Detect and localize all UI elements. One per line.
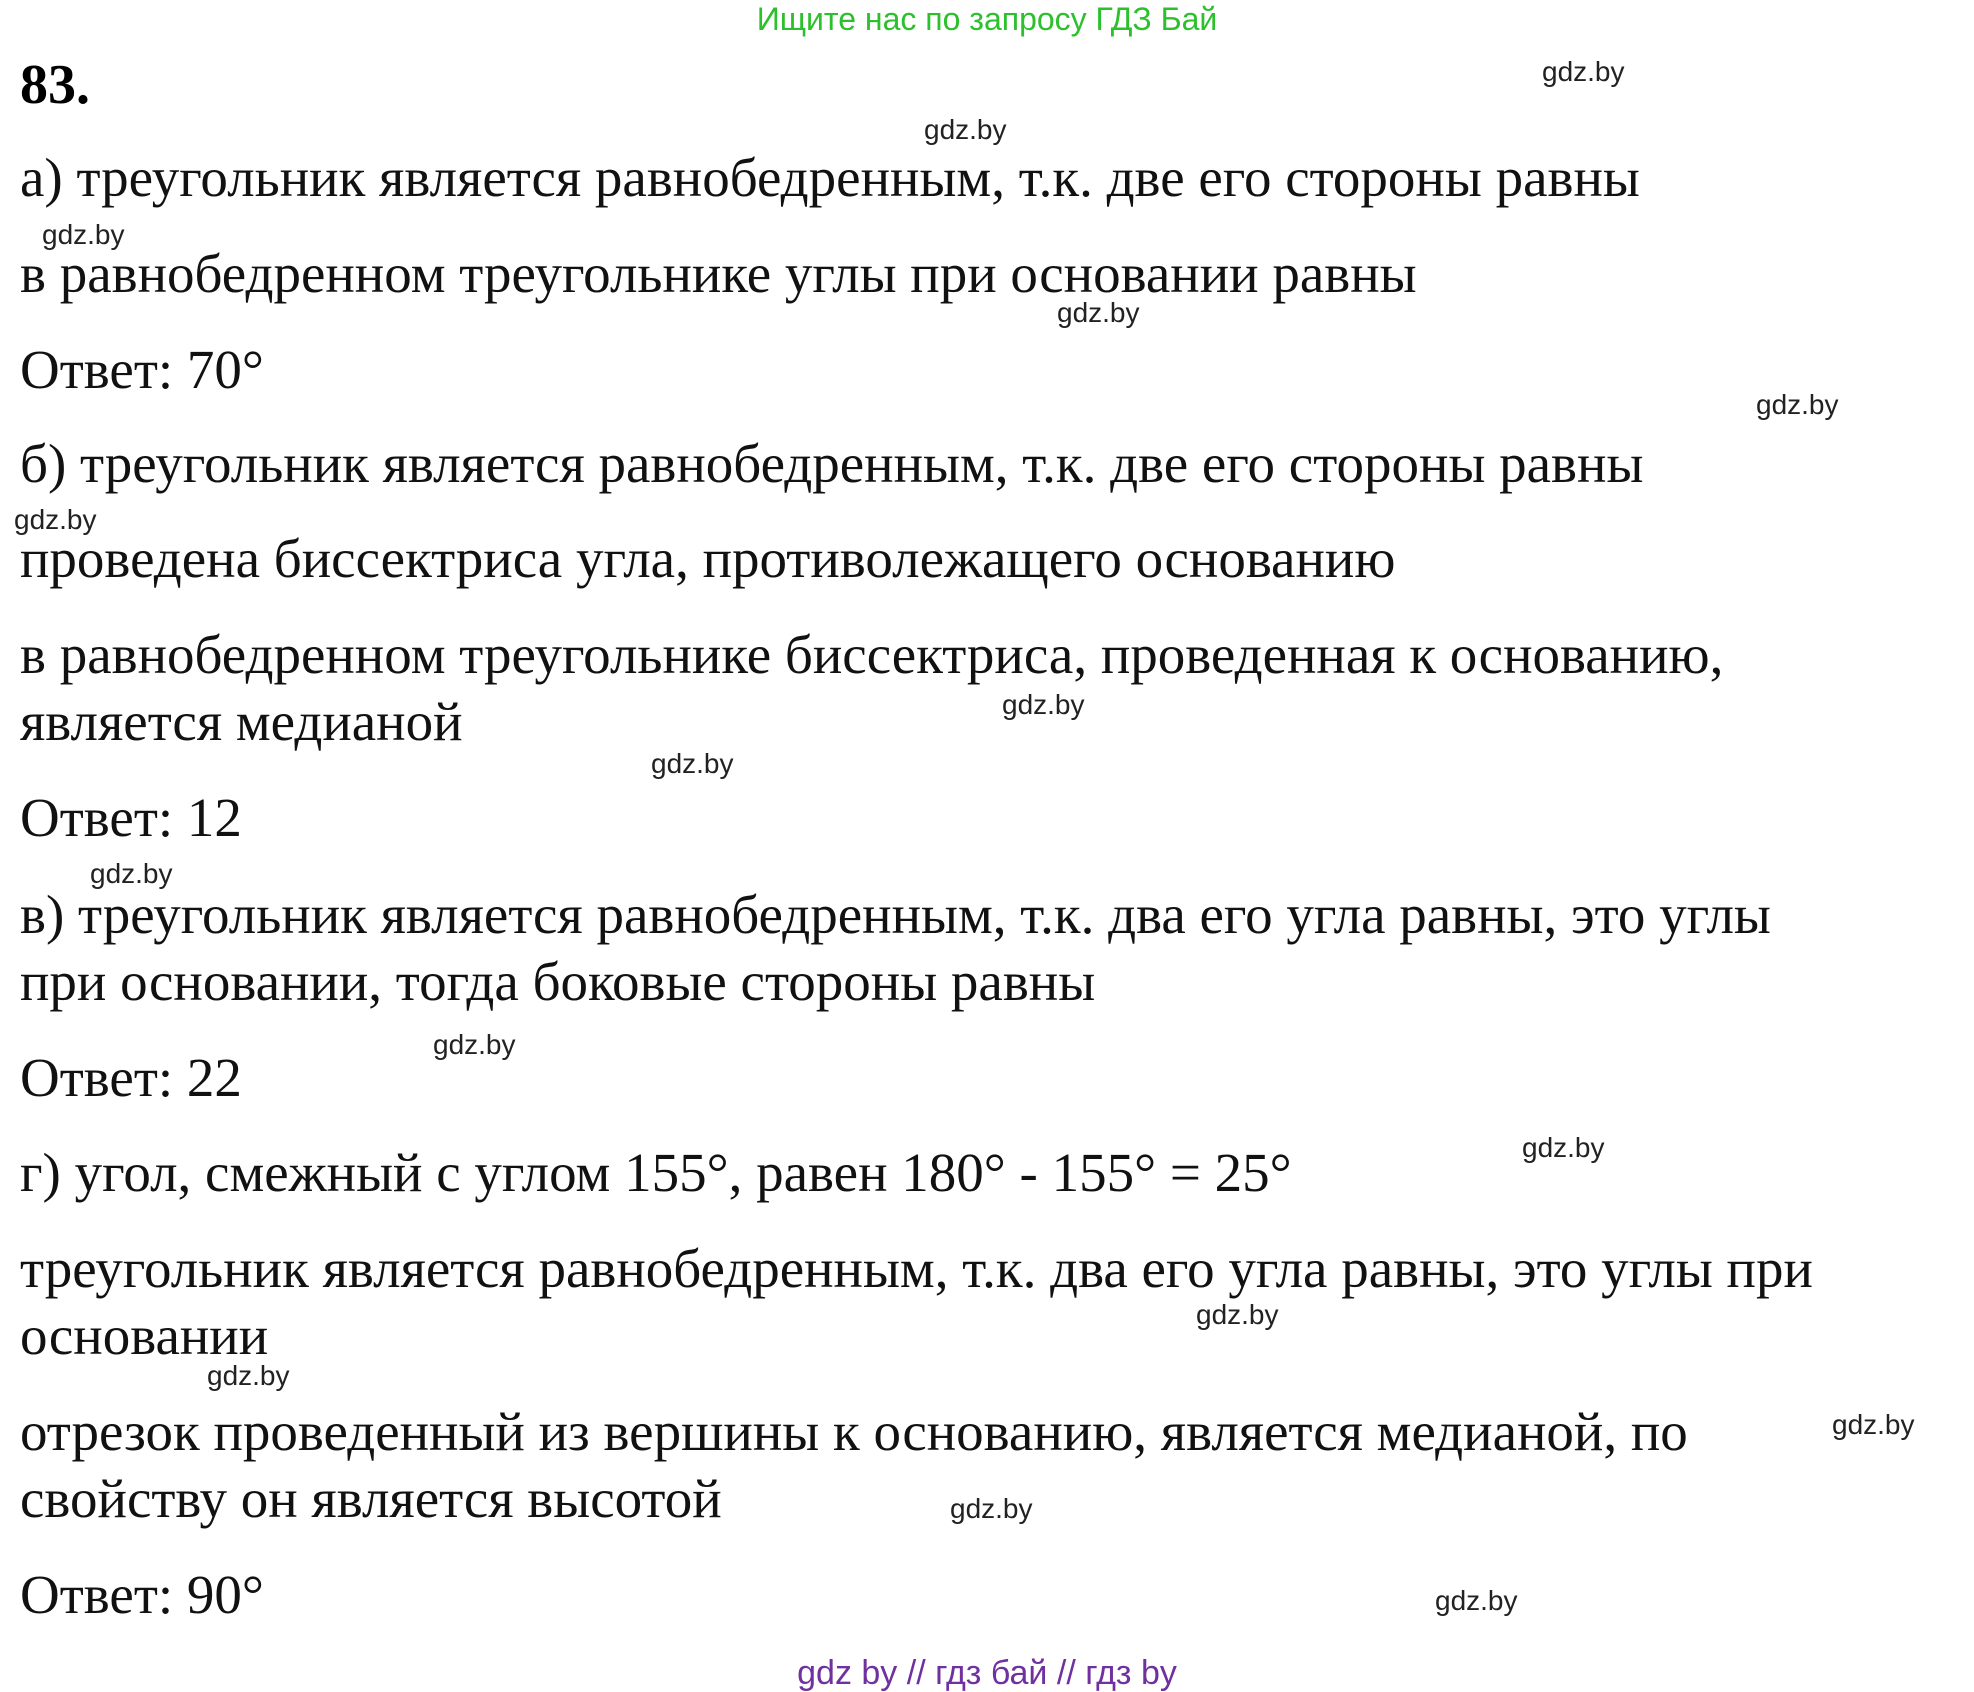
solution-line-a-2: в равнобедренном треугольнике углы при основании равны [20, 243, 1417, 304]
task-number: 83. [20, 54, 90, 116]
watermark: gdz.by [1756, 389, 1839, 420]
watermark: gdz.by [14, 504, 97, 535]
solution-line-b-1: б) треугольник является равнобедренным, т.к. две его стороны равны [20, 433, 1644, 494]
watermark: gdz.by [950, 1493, 1033, 1524]
watermark: gdz.by [90, 858, 173, 889]
answer-b: Ответ: 12 [20, 787, 242, 848]
answer-v: Ответ: 22 [20, 1047, 242, 1108]
answer-g: Ответ: 90° [20, 1564, 264, 1625]
watermark: gdz.by [1542, 56, 1625, 87]
watermark: gdz.by [1196, 1299, 1279, 1330]
top-banner: Ищите нас по запросу ГДЗ Бай [756, 1, 1218, 37]
solution-line-g-3: основании [20, 1305, 269, 1366]
solution-line-g-1: г) угол, смежный с углом 155°, равен 180° - 155° = 25° [20, 1142, 1292, 1203]
solution-line-g-5: свойству он является высотой [20, 1468, 722, 1529]
solution-line-v-2: при основании, тогда боковые стороны равны [20, 951, 1096, 1012]
watermark: gdz.by [924, 114, 1007, 145]
solution-line-a-1: а) треугольник является равнобедренным, т.к. две его стороны равны [20, 147, 1640, 208]
solution-line-g-2: треугольник является равнобедренным, т.к. два его угла равны, это углы при [20, 1238, 1813, 1299]
watermark: gdz.by [1832, 1409, 1915, 1440]
solution-line-b-4: является медианой [20, 691, 463, 752]
solution-line-b-2: проведена биссектриса угла, противолежащего основанию [20, 528, 1396, 589]
solution-line-v-1: в) треугольник является равнобедренным, т.к. два его угла равны, это углы [20, 884, 1771, 945]
answer-a: Ответ: 70° [20, 339, 264, 400]
watermark: gdz.by [1002, 689, 1085, 720]
watermark: gdz.by [1435, 1585, 1518, 1616]
watermark: gdz.by [207, 1360, 290, 1391]
footer-links: gdz by // гдз бай // гдз by [797, 1654, 1177, 1692]
solution-line-g-4: отрезок проведенный из вершины к основанию, является медианой, по [20, 1401, 1688, 1462]
watermark: gdz.by [651, 748, 734, 779]
watermark: gdz.by [1057, 297, 1140, 328]
solution-line-b-3: в равнобедренном треугольнике биссектриса, проведенная к основанию, [20, 624, 1724, 685]
watermark: gdz.by [42, 219, 125, 250]
watermark: gdz.by [1522, 1132, 1605, 1163]
watermark: gdz.by [433, 1029, 516, 1060]
